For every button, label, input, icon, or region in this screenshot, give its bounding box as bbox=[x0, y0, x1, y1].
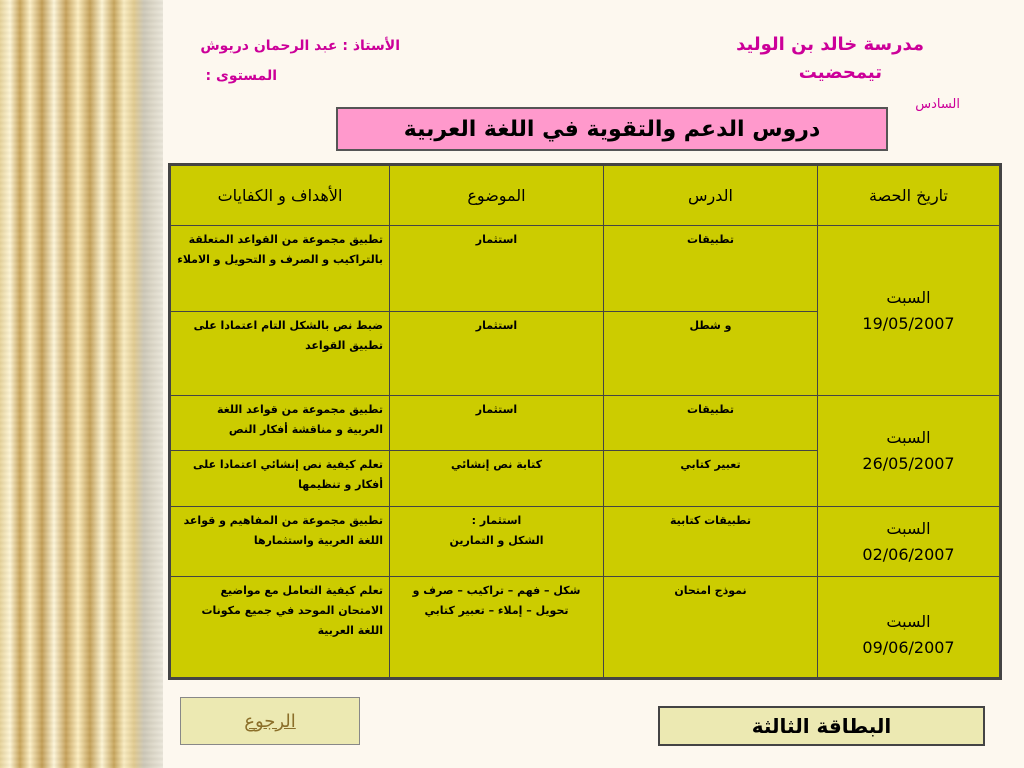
date-day: السبت bbox=[886, 518, 931, 538]
date-cell bbox=[818, 396, 1000, 507]
date-value: 02/06/2007 bbox=[862, 544, 955, 564]
goal-cell: تعلم كيفية التعامل مع مواضيع الامتحان الموحد في جميع مكونات اللغة العربية bbox=[171, 577, 390, 678]
page-title: دروس الدعم والتقوية في اللغة العربية bbox=[336, 107, 888, 151]
date-cell bbox=[818, 226, 1000, 396]
date-cell bbox=[818, 507, 1000, 577]
grade-label: السادس bbox=[915, 97, 960, 112]
date-day: السبت bbox=[886, 428, 931, 447]
topic-cell bbox=[390, 507, 604, 577]
teacher-name: الأستاذ : عبد الرحمان دريوش bbox=[200, 38, 400, 54]
back-button[interactable]: الرجوع bbox=[180, 697, 360, 745]
goal-cell: تطبيق مجموعة من القواعد المتعلقة بالتراكيب و الصرف و التحويل و الاملاء bbox=[171, 226, 390, 312]
topic-line: الشكل و التمارين bbox=[449, 534, 544, 547]
school-name: مدرسة خالد بن الوليد bbox=[736, 34, 924, 55]
goal-cell: تعلم كيفية نص إنشائي اعتمادا على أفكار و تنظيمها bbox=[171, 451, 390, 507]
header-goals: الأهداف و الكفايات bbox=[171, 166, 390, 226]
lessons-table-wrapper bbox=[168, 163, 1002, 680]
date-value: 19/05/2007 bbox=[862, 313, 955, 333]
topic-line: استثمار : bbox=[471, 514, 522, 527]
header-date: تاريخ الحصة bbox=[818, 166, 1000, 226]
table-header-row bbox=[171, 166, 1000, 226]
lesson-cell: تطبيقات bbox=[604, 226, 818, 312]
date-day: السبت bbox=[886, 287, 931, 307]
header-lesson: الدرس bbox=[604, 166, 818, 226]
lessons-table bbox=[170, 165, 1000, 678]
goal-cell: تطبيق مجموعة من قواعد اللغة العربية و مناقشة أفكار النص bbox=[171, 396, 390, 451]
date-cell bbox=[818, 577, 1000, 678]
date-value: 09/06/2007 bbox=[862, 638, 955, 657]
lesson-cell: و شطل bbox=[604, 312, 818, 396]
topic-cell: استثمار bbox=[390, 226, 604, 312]
lesson-cell: نموذج امتحان bbox=[604, 577, 818, 678]
town-name: تيمحضيت bbox=[798, 62, 882, 83]
header-topic: الموضوع bbox=[390, 166, 604, 226]
table-row bbox=[171, 577, 1000, 678]
topic-cell: استثمار bbox=[390, 396, 604, 451]
topic-cell: شكل – فهم – تراكيب – صرف و تحويل – إملاء – تعبير كتابي bbox=[390, 577, 604, 678]
lesson-cell: تطبيقات bbox=[604, 396, 818, 451]
topic-cell: كتابة نص إنشائي bbox=[390, 451, 604, 507]
date-value: 26/05/2007 bbox=[862, 454, 955, 473]
goal-cell: تطبيق مجموعة من المفاهيم و قواعد اللغة العربية واستثمارها bbox=[171, 507, 390, 577]
decorative-side-bar bbox=[0, 0, 163, 768]
lesson-cell: تطبيقات كتابية bbox=[604, 507, 818, 577]
table-row bbox=[171, 396, 1000, 451]
table-row bbox=[171, 507, 1000, 577]
table-row bbox=[171, 226, 1000, 312]
goal-cell: ضبط نص بالشكل التام اعتمادا على تطبيق القواعد bbox=[171, 312, 390, 396]
date-day: السبت bbox=[886, 612, 931, 631]
lesson-cell: تعبير كتابي bbox=[604, 451, 818, 507]
card-label: البطاقة الثالثة bbox=[658, 706, 985, 746]
topic-cell: استثمار bbox=[390, 312, 604, 396]
level-label: المستوى : bbox=[205, 68, 277, 84]
